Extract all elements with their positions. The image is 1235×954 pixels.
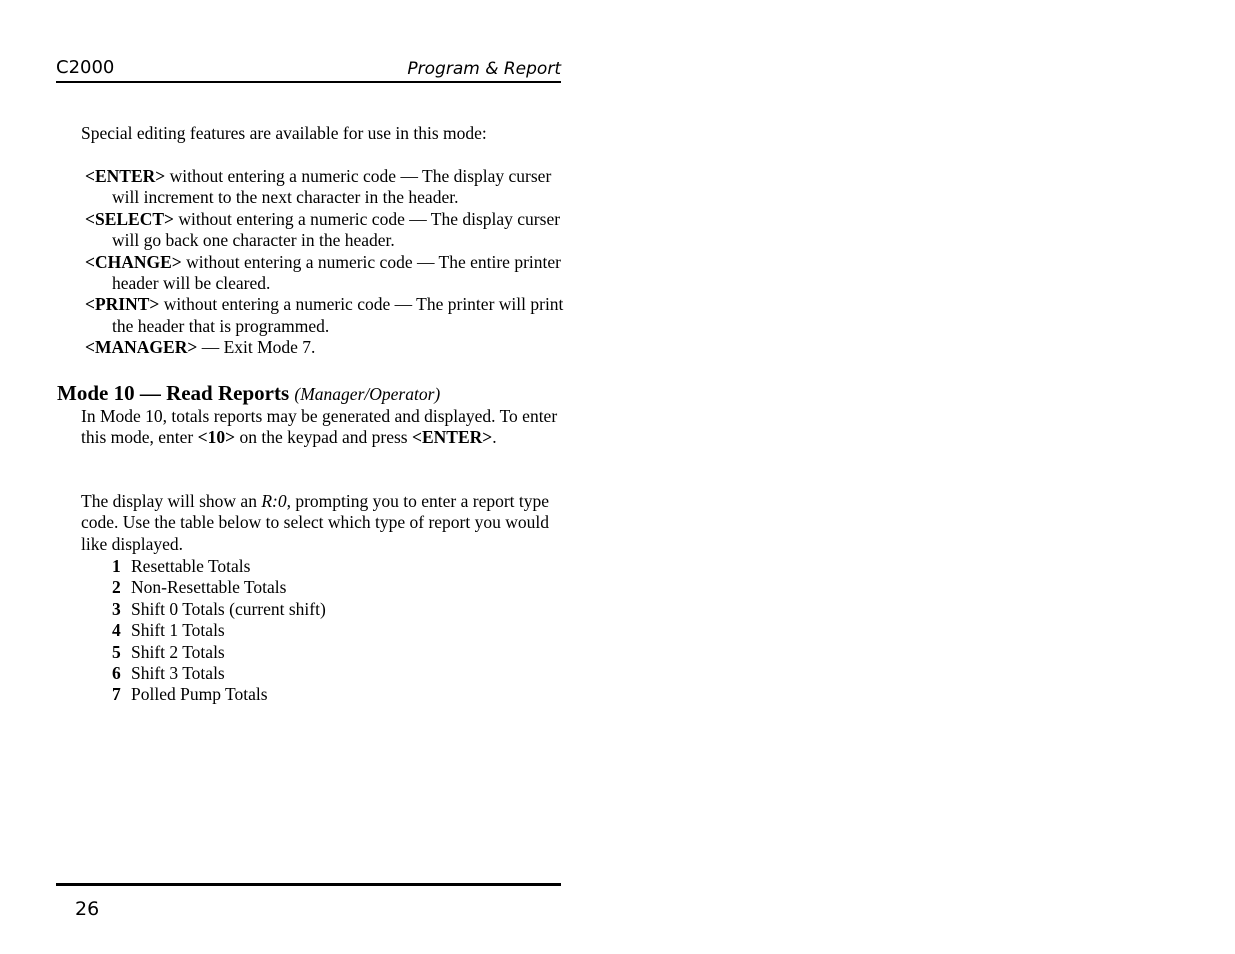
list-item <box>112 556 326 577</box>
section-title: Mode 10 — Read Reports <box>57 381 290 405</box>
report-prompt-paragraph <box>81 491 561 555</box>
list-item <box>112 642 326 663</box>
feature-description: without entering a numeric code — The printer will print the header that is programmed. <box>112 294 564 336</box>
chapter-title: Program & Report <box>407 59 561 79</box>
feature-enter <box>85 166 565 209</box>
list-item <box>112 684 326 705</box>
feature-key: <ENTER> <box>85 166 166 186</box>
paragraph-text: . <box>492 427 497 448</box>
editing-features-list <box>85 166 565 359</box>
report-label: Shift 0 Totals (current shift) <box>131 598 326 619</box>
intro-text: Special editing features are available for use in this mode: <box>81 123 487 143</box>
report-code: 4 <box>112 620 121 641</box>
feature-description: without entering a numeric code — The display curser will increment to the next character in the header. <box>112 166 552 208</box>
page-header <box>56 57 561 83</box>
report-code: 5 <box>112 641 121 662</box>
feature-description: without entering a numeric code — The display curser will go back one character in the header. <box>112 208 561 251</box>
report-label: Resettable Totals <box>131 556 251 576</box>
feature-key: <PRINT> <box>85 294 160 315</box>
report-code: 6 <box>112 663 121 684</box>
paragraph-text: , prompting you to enter a report type code. Use the table below to select which type of report you would like displayed. <box>81 491 550 554</box>
feature-description: without entering a numeric code — The entire printer header will be cleared. <box>112 251 561 294</box>
mode-entry-paragraph <box>81 406 561 449</box>
list-item <box>112 599 326 620</box>
feature-key: <CHANGE> <box>85 251 182 272</box>
feature-key: <SELECT> <box>85 208 175 229</box>
feature-print <box>85 294 565 337</box>
display-code: R:0 <box>261 491 287 511</box>
paragraph-text: on the keypad and press <box>235 427 412 448</box>
report-label: Shift 1 Totals <box>131 620 225 641</box>
feature-manager <box>85 337 565 358</box>
page-number: 26 <box>75 898 100 920</box>
list-item <box>112 663 326 684</box>
report-label: Non-Resettable Totals <box>131 577 287 598</box>
feature-description: — Exit Mode 7. <box>197 337 316 358</box>
page-footer <box>56 883 561 920</box>
report-code: 7 <box>112 684 121 705</box>
feature-change <box>85 252 565 295</box>
section-subtitle: (Manager/Operator) <box>294 384 441 404</box>
report-code: 1 <box>112 556 121 576</box>
key-code: <10> <box>197 427 236 448</box>
list-item <box>112 620 326 641</box>
list-item <box>112 577 326 598</box>
section-heading <box>57 380 567 407</box>
feature-select <box>85 209 565 252</box>
feature-key: <MANAGER> <box>85 337 198 358</box>
paragraph-text: In Mode 10, totals reports may be generated and displayed. To enter this mode, enter <box>81 406 558 448</box>
key-enter: <ENTER> <box>412 427 493 448</box>
product-name: C2000 <box>56 57 115 78</box>
report-label: Shift 3 Totals <box>131 663 225 684</box>
report-code: 2 <box>112 577 121 598</box>
report-label: Shift 2 Totals <box>131 641 225 662</box>
paragraph-text: The display will show an <box>81 491 262 511</box>
report-code: 3 <box>112 598 121 619</box>
report-type-list <box>112 556 326 706</box>
report-label: Polled Pump Totals <box>131 684 268 705</box>
